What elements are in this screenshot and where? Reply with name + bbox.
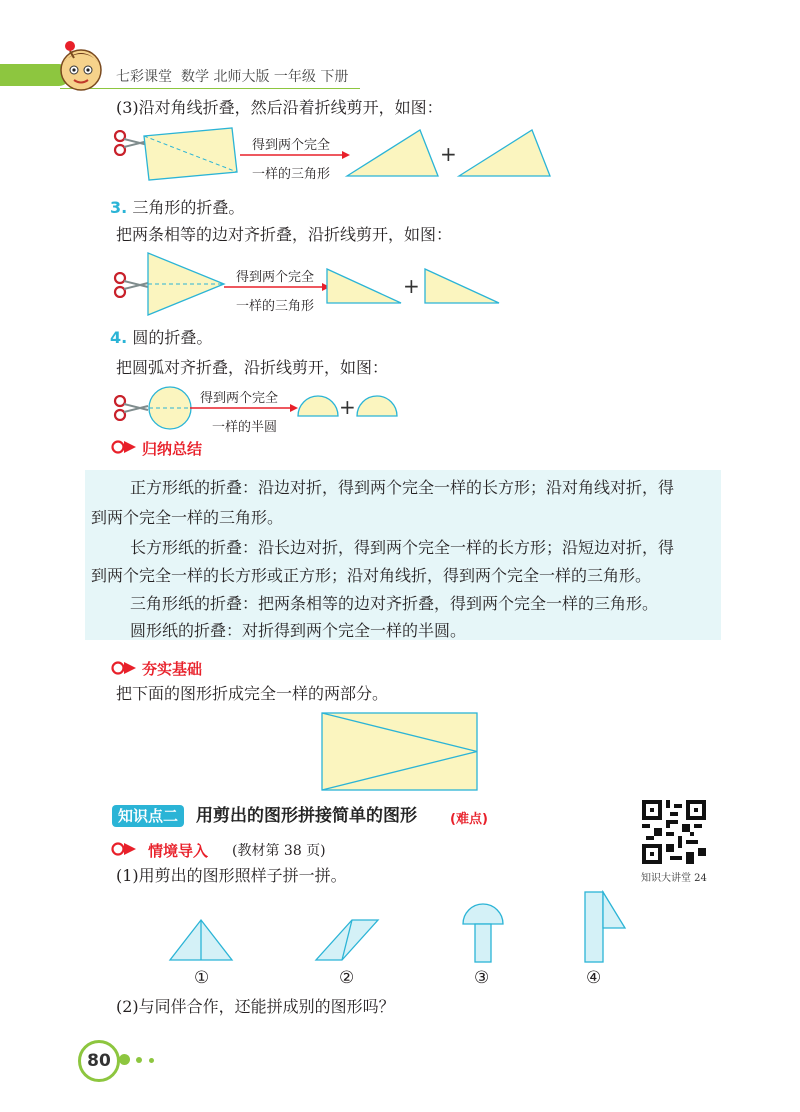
header-series: 七彩课堂 [116,69,172,85]
practice-instruction: 把下面的图形折成完全一样的两部分。 [116,684,389,703]
qr-caption: 知识大讲堂 24 [641,873,707,884]
arrow1 [240,150,350,160]
puzzle-figure-1 [168,918,234,962]
arrow2-bottom-text: 一样的三角形 [236,299,315,314]
mascot-icon [52,38,110,96]
rectangle-paper-diagonal [140,126,240,182]
page-number: 80 [78,1040,120,1082]
section-marker-icon [111,440,137,454]
arrow3 [190,403,298,413]
page-dot-medium [136,1057,142,1063]
summary-p2b: 到两个完全一样的长方形或正方形；沿对角线折，得到两个完全一样的三角形。 [91,566,652,585]
summary-heading: 归纳总结 [142,440,203,458]
puzzle-figure-4 [583,890,629,964]
scenario-q1: (1)用剪出的图形照样子拼一拼。 [116,866,347,885]
page-dot-large [119,1054,130,1065]
knowledge-title: 用剪出的图形拼接简单的图形 [196,806,417,826]
semicircle-result-a [296,394,340,418]
step3-text: (3)沿对角线折叠，然后沿着折线剪开，如图： [116,98,443,117]
plus-sign-3: + [339,395,356,419]
triangle-section-title: 三角形的折叠。 [132,198,245,217]
knowledge-tag: (难点) [450,812,488,827]
puzzle-figure-2 [314,918,380,962]
summary-p3: 三角形纸的折叠：把两条相等的边对齐折叠，得到两个完全一样的三角形。 [130,594,659,613]
practice-figure [320,711,480,793]
triangle-result-2a [324,266,404,306]
arrow1-top-text: 得到两个完全 [252,138,331,153]
practice-heading: 夯实基础 [142,660,203,678]
scenario-heading: 情境导入 [148,842,209,860]
triangle-section-num: 3. [110,198,128,217]
summary-p4: 圆形纸的折叠：对折得到两个完全一样的半圆。 [130,621,467,640]
triangle-section-desc: 把两条相等的边对齐折叠，沿折线剪开，如图： [116,225,453,244]
arrow2-top-text: 得到两个完全 [236,270,315,285]
triangle-section-number [110,198,244,218]
triangle-result-1a [342,126,442,180]
summary-p2a: 长方形纸的折叠：沿长边对折，得到两个完全一样的长方形；沿短边对折，得 [130,538,675,557]
triangle-result-2b [422,266,502,306]
summary-p1a: 正方形纸的折叠：沿边对折，得到两个完全一样的长方形；沿对角线对折，得 [130,478,675,497]
circle-paper-fold [147,385,193,431]
qr-code-icon [642,800,706,864]
puzzle-figure-3 [460,902,506,964]
figure-label-2: ② [339,968,355,988]
section-marker-icon [111,842,137,856]
circle-section-title: 圆的折叠。 [132,328,213,347]
plus-sign-1: + [440,142,457,166]
arrow2 [224,282,330,292]
figure-label-3: ③ [474,968,490,988]
circle-section-num: 4. [110,328,128,347]
scissors-icon [113,395,149,421]
arrow1-bottom-text: 一样的三角形 [252,167,331,182]
plus-sign-2: + [403,274,420,298]
arrow3-bottom-text: 一样的半圆 [212,420,278,435]
section-marker-icon [111,661,137,675]
page-dot-small [149,1058,154,1063]
scenario-ref: (教材第 38 页) [232,843,326,859]
figure-label-1: ① [194,968,210,988]
figure-label-4: ④ [586,968,602,988]
summary-box [85,470,721,640]
semicircle-result-b [355,394,399,418]
triangle-paper-fold [144,250,228,318]
triangle-result-1b [454,126,554,180]
circle-section-desc: 把圆弧对齐折叠，沿折线剪开，如图： [116,358,389,377]
knowledge-badge: 知识点二 [112,805,184,827]
summary-p1b: 到两个完全一样的三角形。 [91,508,284,527]
header-subject: 数学 北师大版 一年级 下册 [181,69,349,85]
circle-section-number [110,328,212,348]
arrow3-top-text: 得到两个完全 [200,391,279,406]
scenario-q2: (2)与同伴合作，还能拼成别的图形吗？ [116,997,395,1016]
